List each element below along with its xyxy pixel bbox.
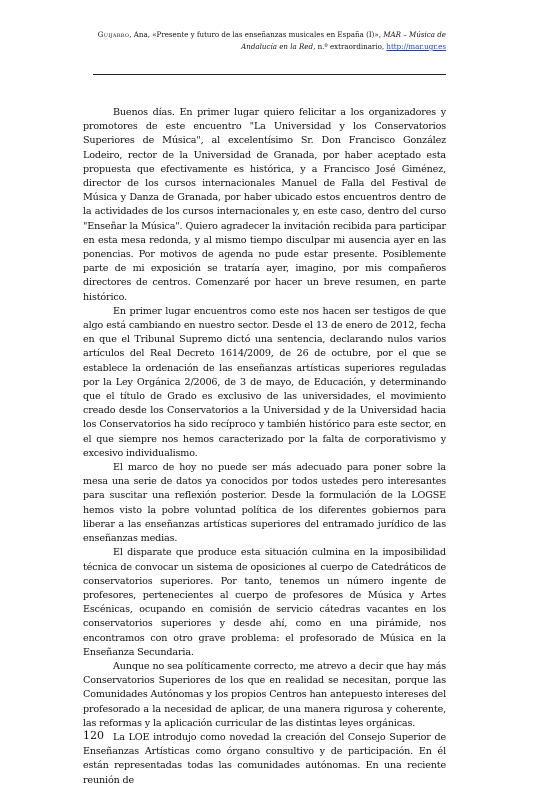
paragraph: Aunque no sea políticamente correcto, me atrevo a decir que hay más Conservatorios Superiores de los que en realidad se necesitan, porque las Comunidades Autónomas y los propios Centros han antepuesto intereses del profesorado a la necesidad de aplicar, de una manera rigurosa y coherente, las reformas y la aplicación curricular de las distintas leyes orgánicas. <box>83 660 446 729</box>
running-header <box>95 29 446 53</box>
paragraph: La LOE introdujo como novedad la creación del Consejo Superior de Enseñanzas Artísticas como órgano consultivo y de participación. En él están representadas todas las comunidades autónomas. En una reciente reunión de <box>83 731 446 786</box>
paragraph: El disparate que produce esta situación culmina en la imposibilidad técnica de convocar un sistema de oposiciones al cuerpo de Catedráticos de conservatorios superiores. Por tanto, tenemos un número ingente de profesores, pertenecientes al cuerpo de profesores de Música y Artes Escénicas, ocupando en comisión de servicio cátedras vacantes en los conservatorios superiores y desde ahí, como en una pirámide, nos encontramos con otro grave problema: el profesorado de Música en la Enseñanza Secundaria. <box>83 547 446 658</box>
header-divider <box>93 74 446 75</box>
paragraph: El marco de hoy no puede ser más adecuado para poner sobre la mesa una serie de datos ya conocidos por todos ustedes pero interesantes para suscitar una reflexión posterior. Desde la formulación de la LOGSE hemos visto la pobre voluntad política de los diferentes gobiernos para liberar a las enseñanzas artísticas superiores del entramado jurídico de las enseñanzas medias. <box>83 462 446 545</box>
header-url-link[interactable]: http://mar.ugr.es <box>386 42 446 51</box>
paragraph: En primer lugar encuentros como este nos hacen ser testigos de que algo está cambiando en nuestro sector. Desde el 13 de enero de 2012, fecha en que el Tribunal Supremo dictó una sentencia, declarando nulos varios artículos del Real Decreto 1614/2009, de 26 de octubre, por el que se establece la ordenación de las enseñanzas artísticas superiores reguladas por la Ley Orgánica 2/2006, de 3 de mayo, de Educación, y determinando que el título de Grado es exclusivo de las universidades, el movimiento creado desde los Conservatorios a la Universidad y de la Universidad hacia los Conservatorios ha sido recíproco y también histórico para este sector, en el que siempre nos hemos caracterizado por la falta de corporativismo y excesivo individualismo. <box>83 305 446 459</box>
header-issue: , n.º extraordinario, <box>313 42 387 51</box>
page-number: 120 <box>83 729 104 742</box>
header-author: Guijarro <box>97 30 130 39</box>
header-citation: , Ana, «Presente y futuro de las enseñanzas musicales en España (I)», <box>129 30 384 39</box>
paragraph: Buenos días. En primer lugar quiero felicitar a los organizadores y promotores de este encuentro "La Universidad y los Conservatorios Superiores de Música", al excelentísimo Sr. Don Francisco González Lodeiro, rector de la Universidad de Granada, por haber aceptado esta propuesta que efectivamente es histórica, y a Francisco José Giménez, director de los cursos internacionales Manuel de Falla del Festival de Música y Danza de Granada, por haber ubicado estos encuentros dentro de la actividades de los cursos internacionales y, en este caso, dentro del curso "Enseñar la Música". Quiero agradecer la invitación recibida para participar en esta mesa redonda, y al mismo tiempo disculpar mi ausencia ayer en las ponencias. Por motivos de agenda no pude estar presente. Posiblemente parte de mi exposición se trataría ayer, imagino, por mis compañeros directores de centros. Comenzaré por hacer un breve resumen, en parte histórico. <box>83 107 446 303</box>
body-text <box>83 106 446 788</box>
header-journal: MAR – Música de Andalucía en la Red <box>241 30 446 51</box>
